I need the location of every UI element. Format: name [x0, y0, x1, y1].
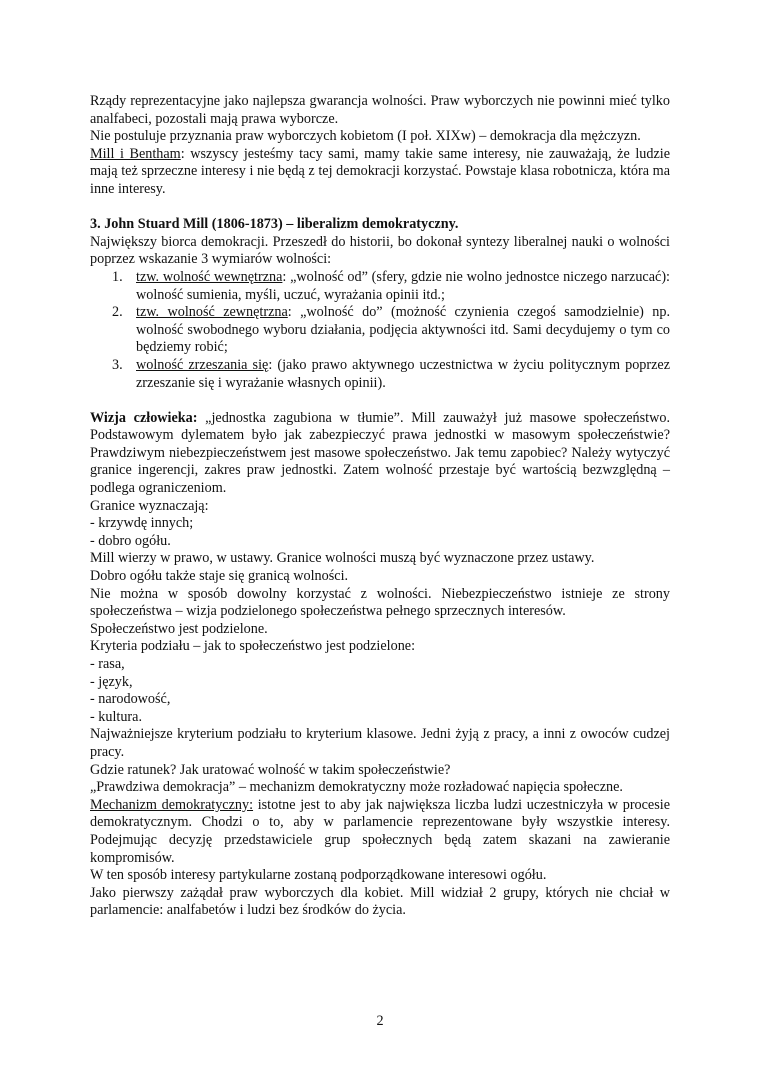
text-line: Mill wierzy w prawo, w ustawy. Granice wolności muszą być wyznaczone przez ustawy. [90, 550, 595, 567]
paragraph-mechanism: Mechanizm demokratyczny: istotne jest to aby jak największa liczba ludzi uczestniczyła w procesie demokratycznym. Chodzi o to, aby w parlamencie reprezentowane były wszystkie interesy. Podejmując decyzję przedstawiciele grup społecznych będą zatem skazani na zawieranie kompromisów. [90, 796, 670, 866]
text-line: W ten sposób interesy partykularne zostaną podporządkowane interesowi ogółu. [90, 867, 547, 884]
underlined-term: Mechanizm demokratyczny: [90, 796, 254, 813]
bold-term: Wizja człowieka: [90, 409, 198, 426]
text-line: Gdzie ratunek? Jak uratować wolność w takim społeczeństwie? [90, 761, 451, 778]
text-line: Nie można w sposób dowolny korzystać z wolności. Niebezpieczeństwo istnieje ze strony społeczeństwa – wizja podzielonego społeczeństwa pełnego sprzecznych interesów. [90, 585, 670, 620]
paragraph-intro: Największy biorca demokracji. Przeszedł do historii, bo dokonał syntezy liberalnej nauki o wolności poprzez wskazanie 3 wymiarów wolności: [90, 233, 670, 268]
underlined-term: wolność zrzeszania się [136, 356, 269, 373]
list-item: 3. wolność zrzeszania się: (jako prawo aktywnego uczestnictwa w życiu politycznym poprzez zrzeszanie się i wyrażanie własnych opinii). [112, 356, 670, 391]
list-item: 2. tzw. wolność zewnętrzna: „wolność do” (możność czynienia czegoś samodzielnie) np. wolność swobodnego wyboru działania, podjęcia aktywności itd. Sami decydujemy o tym co będziemy robić; [112, 304, 670, 356]
page-number: 2 [376, 1013, 384, 1029]
text-line: Społeczeństwo jest podzielone. [90, 620, 268, 637]
blank-line [90, 199, 670, 217]
text-line: - dobro ogółu. [90, 532, 171, 549]
blank-line [90, 392, 670, 410]
underlined-term: tzw. wolność wewnętrzna [136, 268, 283, 285]
text-line: Kryteria podziału – jak to społeczeństwo jest podzielone: [90, 638, 416, 655]
text-line: „Prawdziwa demokracja” – mechanizm demokratyczny może rozładować napięcia społeczne. [90, 779, 623, 796]
text-line: Najważniejsze kryterium podziału to kryterium klasowe. Jedni żyją z pracy, a inni z owoców cudzej pracy. [90, 726, 670, 760]
section-heading: 3. John Stuard Mill (1806-1873) – liberalizm demokratyczny. [90, 216, 459, 233]
text-line: Dobro ogółu także staje się granicą wolności. [90, 568, 349, 585]
text-line: - narodowość, [90, 691, 171, 708]
underlined-term: tzw. wolność zewnętrzna [136, 304, 288, 321]
paragraph-vision: Wizja człowieka: „jednostka zagubiona w tłumie”. Mill zauważył już masowe społeczeństwo. Podstawowym dylematem było jak zabezpieczyć prawa jednostki w masowym społeczeństwie? Prawdziwym niebezpieczeństwem jest masowe społeczeństwo. Jak temu zapobiec? Należy wytyczyć granice ingerencji, zakres praw jednostki. Zatem wolność przestaje być wartością bezwzględną – podlega ograniczeniom. [90, 409, 670, 497]
text-line: - język, [90, 673, 133, 690]
text-line: - rasa, [90, 656, 125, 672]
list-item: 1. tzw. wolność wewnętrzna: „wolność od” (sfery, gdzie nie wolno jednostce niczego narzucać): wolność sumienia, myśli, uczuć, wyrażania opinii itd.; [112, 268, 670, 303]
text-line: Jako pierwszy zażądał praw wyborczych dla kobiet. Mill widział 2 grupy, których nie chciał w parlamencie: analfabetów i ludzi bez środków do życia. [90, 884, 670, 919]
paragraph-women-suffrage: Nie postuluje przyznania praw wyborczych kobietom (I poł. XIXw) – demokracja dla mężczyzn. [90, 128, 641, 145]
page-body [90, 93, 670, 920]
text-line: - krzywdę innych; [90, 515, 194, 532]
freedom-dimensions-list [90, 269, 670, 392]
underlined-term: Mill i Bentham [90, 145, 181, 162]
paragraph-mill-bentham: Mill i Bentham: wszyscy jesteśmy tacy sami, mamy takie same interesy, nie zauważają, że ludzie mają też sprzeczne interesy i nie będą z tej demokracji korzystać. Powstaje klasa robotnicza, która ma inne interesy. [90, 145, 670, 197]
text-line: - kultura. [90, 708, 143, 725]
paragraph-representative-government: Rządy reprezentacyjne jako najlepsza gwarancja wolności. Praw wyborczych nie powinni mieć tylko analfabeci, pozostali mają prawa wyborcze. [90, 93, 670, 127]
text-line: Granice wyznaczają: [90, 497, 209, 514]
